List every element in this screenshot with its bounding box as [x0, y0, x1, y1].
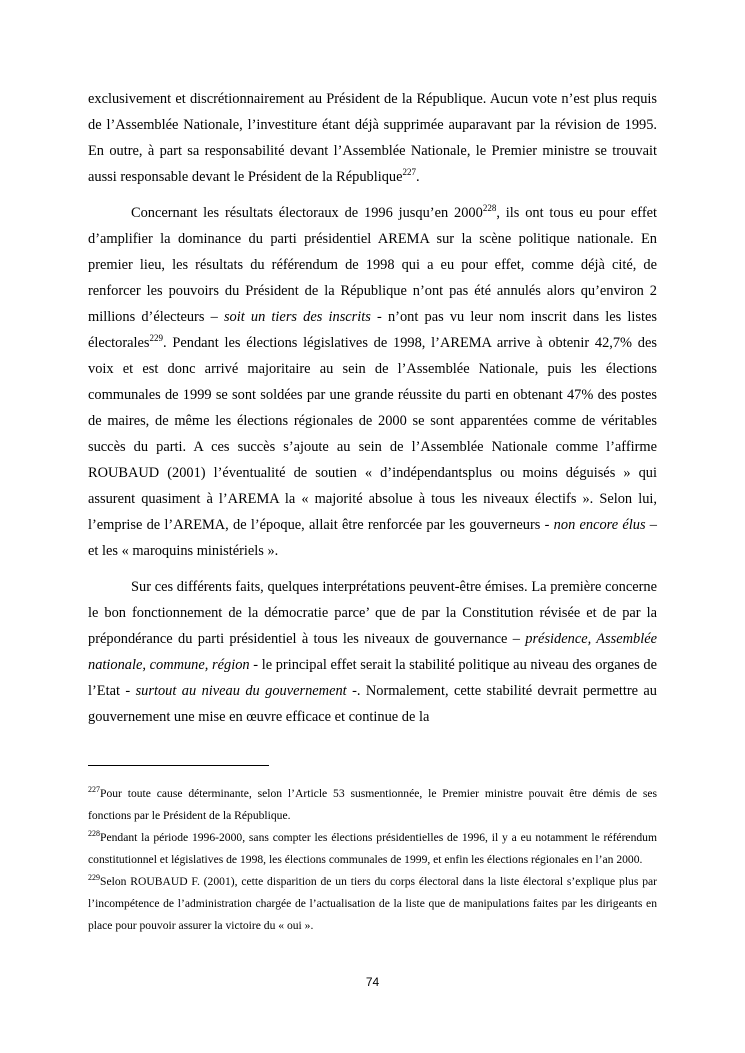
- paragraph-text: – et les « maroquins ministériels ».: [88, 517, 657, 559]
- paragraph-3: [88, 574, 657, 730]
- paragraph-text: - n’ont pas vu leur nom inscrit dans les listes électorales: [88, 309, 658, 351]
- footnote-ref-229: 229: [149, 333, 164, 343]
- paragraph-text: Concernant les résultats électoraux de 1996 jusqu’en 2000: [131, 205, 483, 221]
- footnote-ref-228: 228: [482, 203, 497, 213]
- footnote-227: [88, 783, 657, 827]
- footnote-separator: [88, 765, 269, 766]
- paragraph-text: -. Normalement, cette stabilité devrait permettre au gouvernement une mise en œuvre efficace et continue de la: [88, 683, 657, 725]
- footnote-number: 229: [88, 873, 100, 882]
- paragraph-text: - le principal effet serait la stabilité politique au niveau des organes de l’Etat -: [88, 657, 658, 699]
- footnote-229: [88, 871, 657, 937]
- footnote-text: Selon ROUBAUD F. (2001), cette disparition de un tiers du corps électoral dans la liste électoral s’explique plus par l’incompétence de l’administration chargée de l’actualisation de la liste que de manipulations faites par les dirigeants en place pour pouvoir assurer la victoire du « oui ».: [88, 875, 657, 932]
- italic-text: non encore élus: [553, 517, 646, 533]
- footnote-228: [88, 827, 657, 871]
- footnote-text: Pour toute cause déterminante, selon l’Article 53 susmentionnée, le Premier ministre pouvait être démis de ses fonctions par le Président de la République.: [88, 787, 657, 822]
- body-text: [88, 86, 657, 740]
- footnote-text: Pendant la période 1996-2000, sans compter les élections présidentielles de 1996, il y a eu notamment le référendum constitutionnel et législatives de 1998, les élections communales de 1999, et enfin les élections régionales en l’an 2000.: [88, 831, 657, 866]
- paragraph-text: exclusivement et discrétionnairement au Président de la République. Aucun vote n’est plus requis de l’Assemblée Nationale, l’investiture étant déjà supprimée auparavant par la révision de 1995. En outre, à part sa responsabilité devant l’Assemblée Nationale, le Premier ministre se trouvait aussi responsable devant le Président de la République: [88, 91, 657, 185]
- paragraph-1: [88, 86, 657, 190]
- footnotes: [88, 783, 657, 937]
- page-number: 74: [365, 975, 380, 989]
- italic-text: surtout au niveau du gouvernement: [135, 683, 347, 699]
- italic-text: soit un tiers des inscrits: [223, 309, 371, 325]
- footnote-ref-227: 227: [402, 167, 417, 177]
- paragraph-2: [88, 200, 657, 564]
- paragraph-text: . Pendant les élections législatives de 1998, l’AREMA arrive à obtenir 42,7% des voix et est donc arrivé majoritaire au sein de l’Assemblée Nationale, puis les élections communales de 1999 se sont soldées par une grande réussite du parti en obtenant 47% des postes de maires, de même les élections régionales de 2000 se sont apparentées comme de véritables succès du parti. A ces succès s’ajoute au sein de l’Assemblée Nationale comme l’affirme ROUBAUD (2001) l’éventualité de soutien « d’indépendantsplus ou moins déguisés » qui assurent quasiment à l’AREMA la « majorité absolue à tous les niveaux électifs ». Selon lui, l’emprise de l’AREMA, de l’époque, allait être renforcée par les gouverneurs -: [88, 335, 657, 533]
- footnote-number: 228: [88, 829, 100, 838]
- paragraph-text: .: [416, 169, 420, 185]
- paragraph-text: Sur ces différents faits, quelques interprétations peuvent-être émises. La première concerne le bon fonctionnement de la démocratie parce’ que de par la Constitution révisée et de par la prépondérance du parti présidentiel à tous les niveaux de gouvernance –: [88, 579, 657, 647]
- paragraph-text: , ils ont tous eu pour effet d’amplifier la dominance du parti présidentiel AREMA sur la scène politique nationale. En premier lieu, les résultats du référendum de 1998 qui a eu pour effet, comme déjà cité, de renforcer les pouvoirs du Président de la République n’ont pas été annulés alors qu’environ 2 millions d’électeurs –: [88, 205, 657, 325]
- italic-text: présidence, Assemblée nationale, commune, région: [88, 631, 657, 673]
- footnote-number: 227: [88, 785, 100, 794]
